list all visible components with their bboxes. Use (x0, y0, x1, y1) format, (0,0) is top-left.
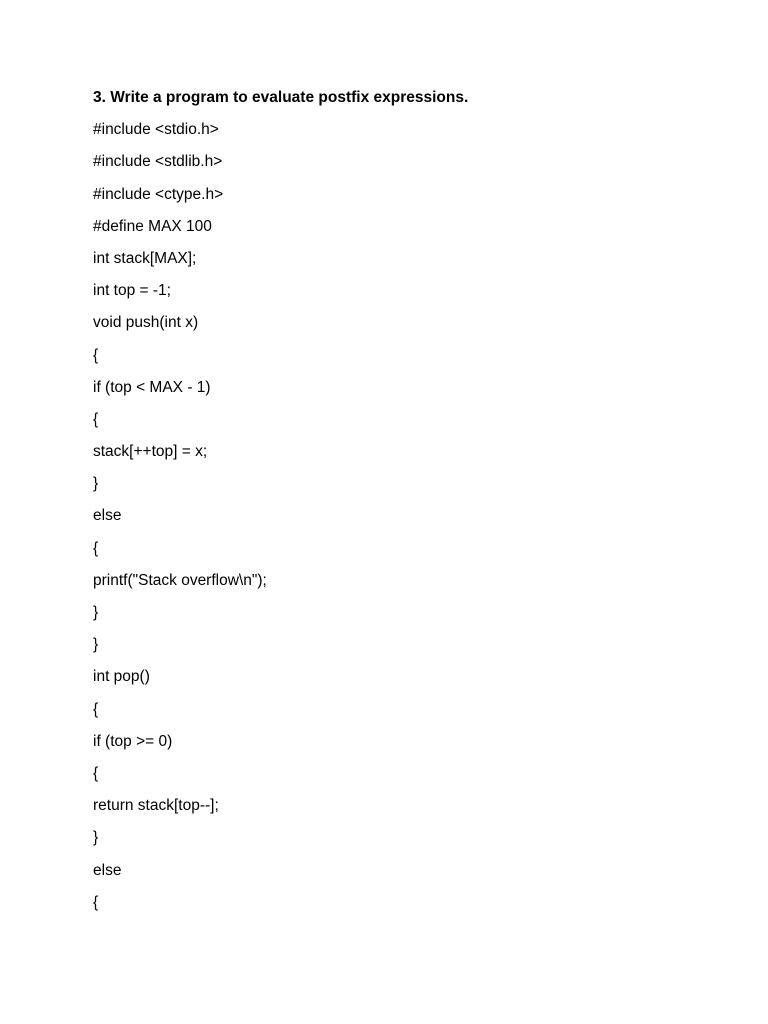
code-line: if (top < MAX - 1) (93, 378, 211, 396)
question-heading: 3. Write a program to evaluate postfix expressions. (93, 89, 469, 106)
code-line: return stack[top--]; (93, 797, 219, 815)
code-line: } (93, 829, 99, 847)
code-line: { (93, 893, 99, 911)
code-line: else (93, 507, 122, 525)
code-line: { (93, 764, 99, 782)
code-line: if (top >= 0) (93, 732, 173, 750)
code-line: { (93, 539, 99, 557)
code-line: { (93, 410, 99, 428)
code-line: } (93, 604, 99, 621)
code-line: } (93, 636, 99, 654)
code-line: stack[++top] = x; (93, 443, 208, 461)
code-line: printf("Stack overflow\n"); (93, 571, 267, 589)
code-line: int top = -1; (93, 282, 171, 300)
code-line: else (93, 861, 122, 879)
document-body (93, 87, 713, 924)
code-line: #define MAX 100 (93, 217, 212, 235)
code-line: int stack[MAX]; (93, 249, 197, 267)
code-line: { (93, 700, 99, 718)
code-line: #include <stdlib.h> (93, 153, 223, 171)
code-line: { (93, 346, 99, 364)
code-line: #include <ctype.h> (93, 185, 224, 203)
code-line: } (93, 475, 99, 493)
code-line: #include <stdio.h> (93, 121, 219, 139)
code-line: int pop() (93, 668, 150, 686)
code-line: void push(int x) (93, 314, 199, 332)
